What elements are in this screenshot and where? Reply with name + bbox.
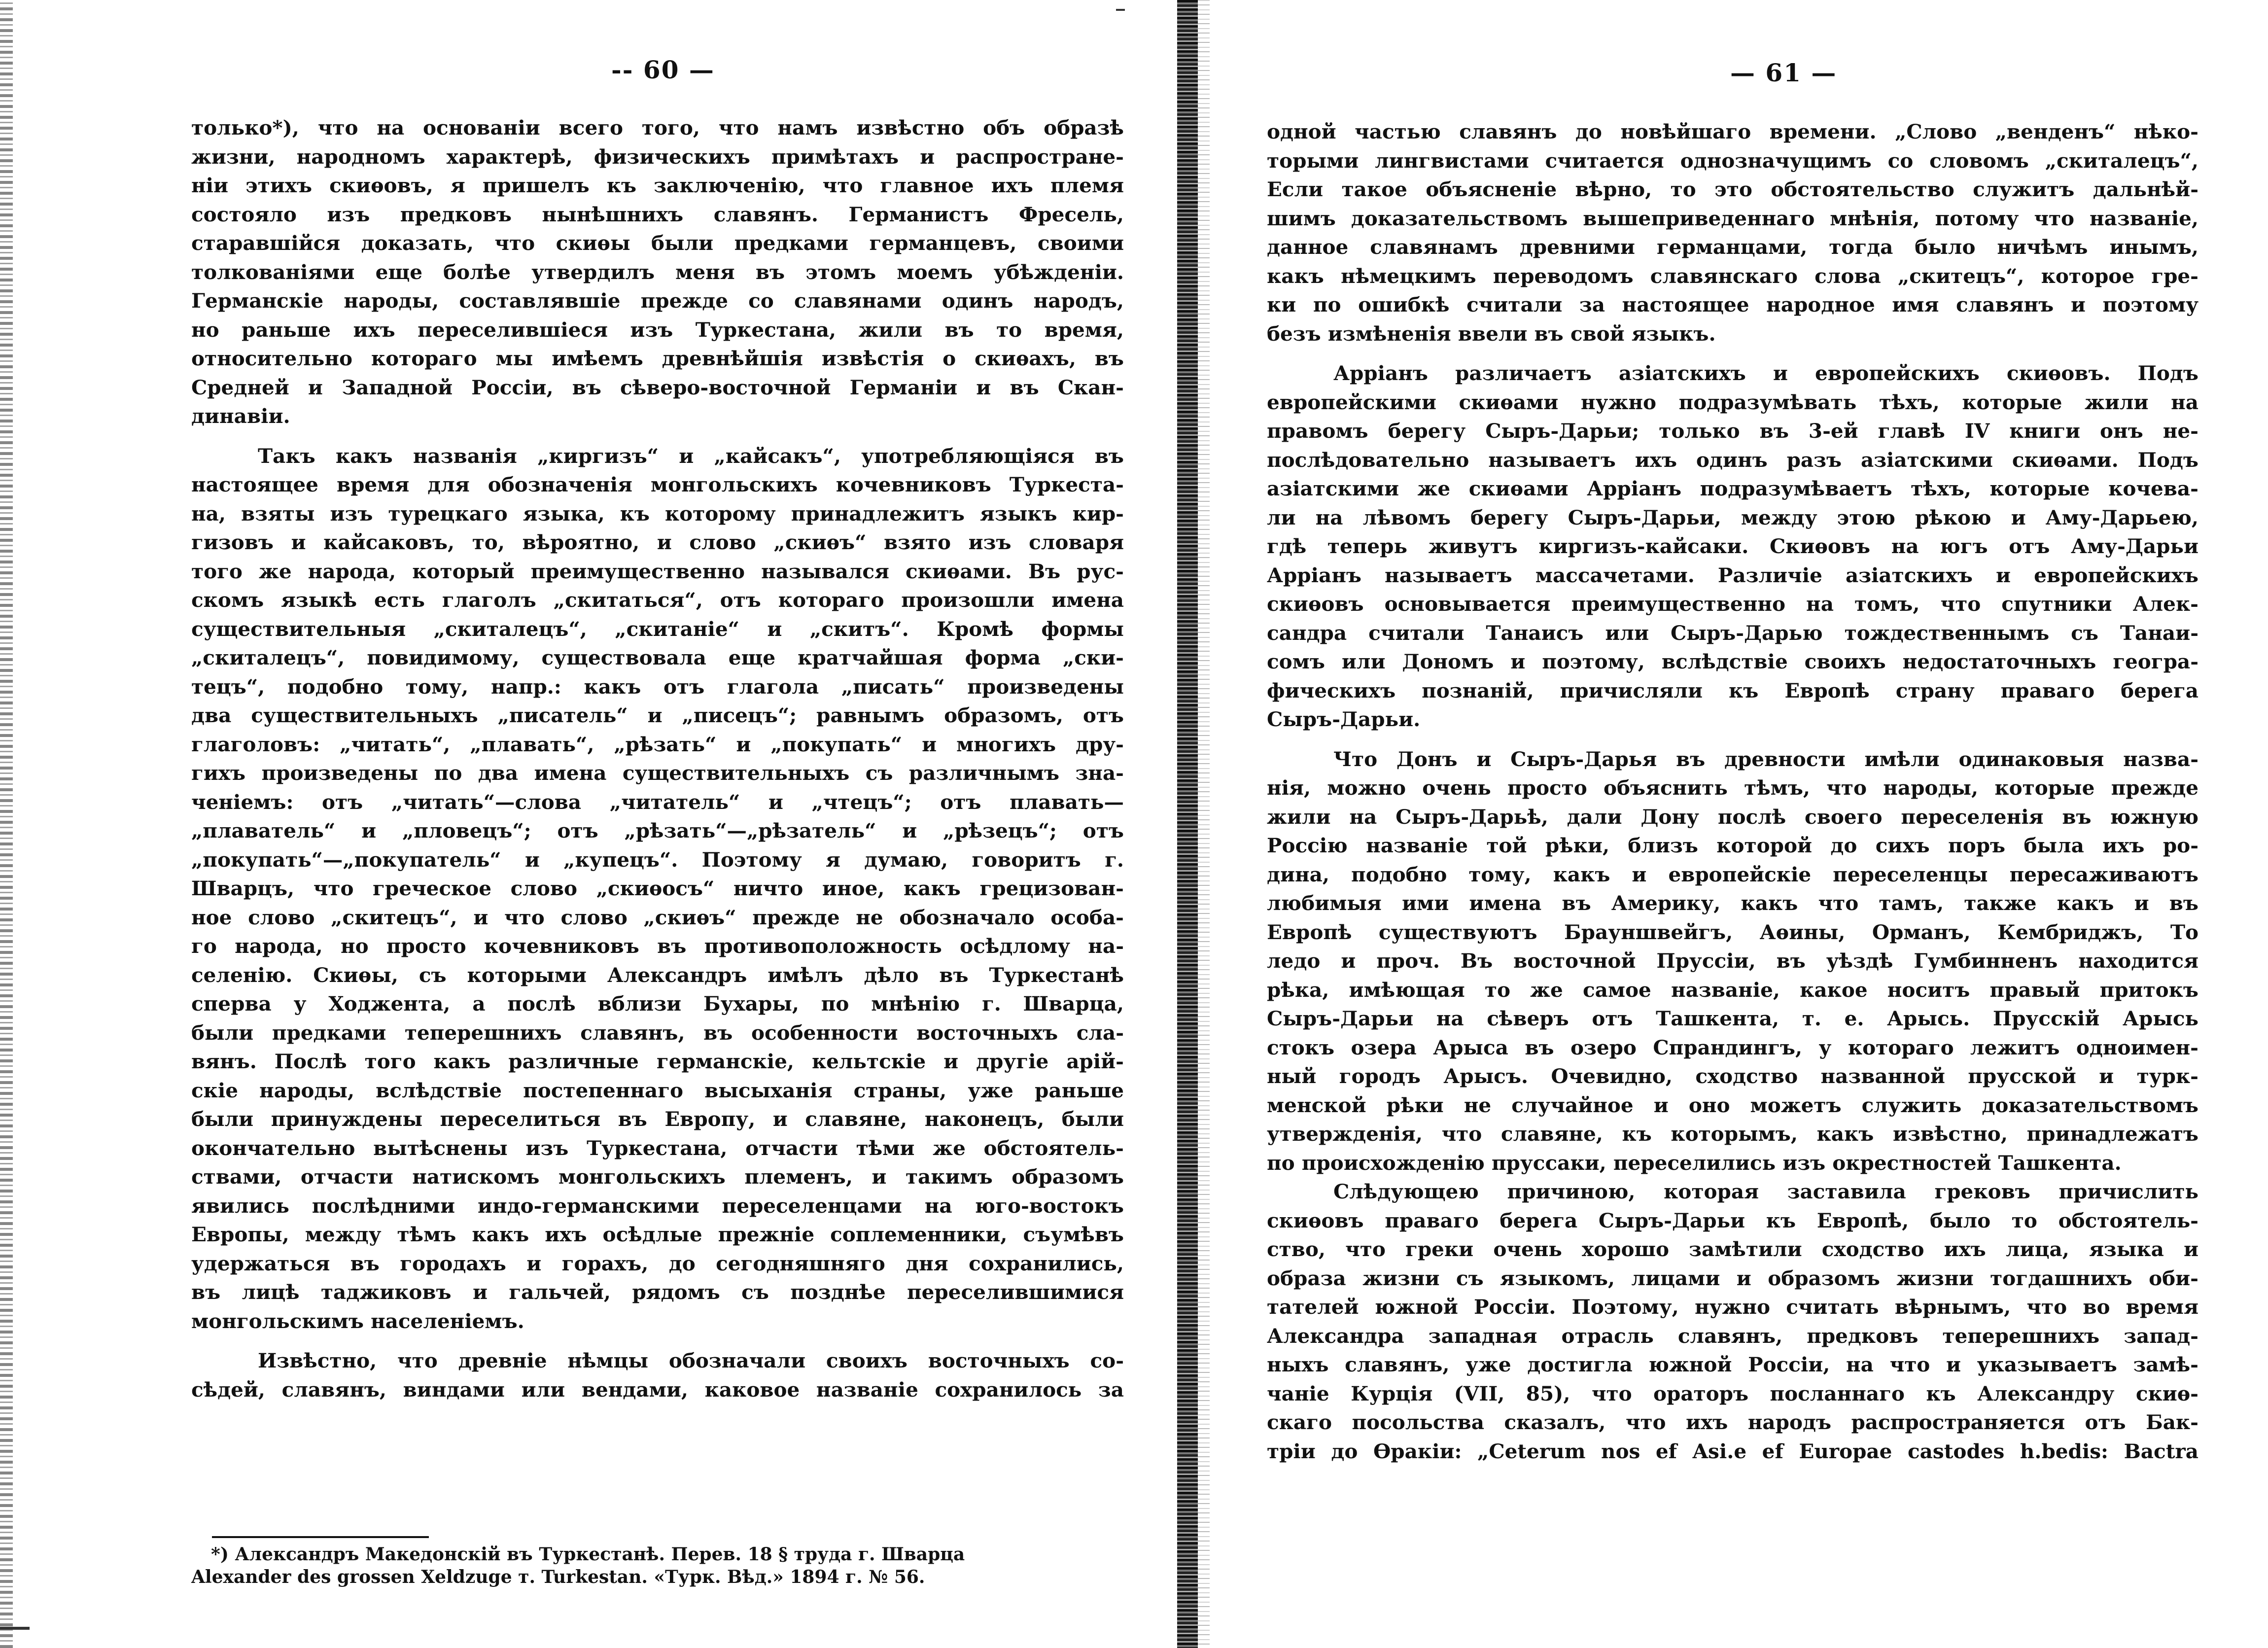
- text-line: относительно котораго мы имѣемъ древнѣйшія извѣстія о скиѳахъ, въ: [191, 347, 1124, 370]
- text-line: ство, что греки очень хорошо замѣтили сходство ихъ лица, языка и: [1267, 1237, 2198, 1261]
- text-line: два существительныхъ „писатель“ и „писецъ“; равнымъ образомъ, отъ: [191, 703, 1124, 727]
- text-line: образа жизни съ языкомъ, лицами и образомъ жизни тогдашнихъ оби-: [1267, 1266, 2198, 1290]
- text-line: любимыя ими имена въ Америку, какъ что тамъ, также какъ и въ: [1267, 891, 2198, 915]
- text-line: Европы, между тѣмъ какъ ихъ осѣдлые прежніе соплеменники, съумѣвъ: [191, 1223, 1124, 1246]
- text-line: только*), что на основаніи всего того, что намъ извѣстно объ образѣ: [191, 116, 1124, 140]
- text-line: стокъ озера Арыса въ озеро Спрандингъ, у котораго лежитъ одноимен-: [1267, 1035, 2198, 1059]
- book-gutter: [1177, 0, 1198, 1648]
- text-line: того же народа, который преимущественно назывался скиѳами. Въ рус-: [191, 559, 1124, 583]
- text-line: Германскіе народы, составлявшіе прежде со славянами одинъ народъ,: [191, 289, 1124, 313]
- text-line: сомъ или Дономъ и поэтому, вслѣдствіе своихъ недостаточныхъ геогра-: [1267, 650, 2198, 673]
- text-line: Сыръ-Дарьи.: [1267, 707, 1421, 731]
- text-line: Что Донъ и Сыръ-Дарья въ древности имѣли одинаковыя назва-: [1333, 747, 2198, 771]
- text-line: явились послѣдними индо-германскими переселенцами на юго-востокъ: [191, 1193, 1124, 1218]
- text-line: „скиталецъ“, повидимому, существовала еще кратчайшая форма „ски-: [191, 646, 1124, 669]
- text-line: скіе народы, вслѣдствіе постепеннаго высыханія страны, уже раньше: [191, 1078, 1124, 1102]
- text-line: дина, подобно тому, какъ и европейскіе переселенцы пересаживаютъ: [1267, 862, 2198, 886]
- text-line: правомъ берегу Сыръ-Дарьи; только въ 3-ей главѣ IV книги онъ не-: [1267, 419, 2198, 443]
- text-line: скиѳовъ праваго берега Сыръ-Дарьи къ Европѣ, было то обстоятель-: [1267, 1208, 2198, 1232]
- text-line: жизни, народномъ характерѣ, физическихъ примѣтахъ и распростране-: [191, 144, 1124, 169]
- text-line: скомъ языкѣ есть глаголъ „скитаться“, отъ котораго произошли имена: [191, 588, 1124, 612]
- text-line: Александра западная отрасль славянъ, предковъ теперешнихъ запад-: [1267, 1324, 2198, 1348]
- text-line: ствами, отчасти натискомъ монгольскихъ племенъ, и такимъ образомъ: [191, 1165, 1124, 1189]
- text-line: утвержденія, что славяне, къ которымъ, какъ извѣстно, принадлежатъ: [1267, 1122, 2198, 1146]
- text-line: нія, можно очень просто объяснить тѣмъ, что народы, которые прежде: [1267, 776, 2198, 800]
- text-line: сперва у Ходжента, а послѣ вблизи Бухары, по мнѣнію г. Шварца,: [191, 992, 1124, 1016]
- footnote-rule: [212, 1536, 429, 1538]
- text-line: монгольскимъ населеніемъ.: [191, 1309, 524, 1333]
- text-line: Такъ какъ названія „киргизъ“ и „кайсакъ“, употребляющіяся въ: [258, 444, 1124, 468]
- text-line: Если такое объясненіе вѣрно, то это обстоятельство служитъ дальнѣй-: [1267, 177, 2198, 201]
- text-line: окончательно вытѣснены изъ Туркестана, отчасти тѣми же обстоятель-: [191, 1136, 1124, 1160]
- text-line: безъ измѣненія ввели въ свой языкъ.: [1267, 321, 1716, 346]
- text-line: состояло изъ предковъ нынѣшнихъ славянъ. Германистъ Фресель,: [191, 202, 1124, 226]
- text-line: ледо и проч. Въ восточной Пруссіи, въ уѣздѣ Гумбинненъ находится: [1267, 949, 2198, 973]
- text-line: Европѣ существуютъ Брауншвейгъ, Аѳины, Орманъ, Кембриджъ, То: [1267, 920, 2198, 944]
- text-line: послѣдовательно называетъ ихъ одинъ разъ азіатскими скиѳами. Подъ: [1267, 448, 2198, 472]
- text-line: тріи до Ѳракіи: „Ceterum nos ef Asi.e ef Europae castodes h.bedis: Bactra: [1267, 1439, 2198, 1463]
- text-line: Арріанъ называетъ массачетами. Различіе азіатскихъ и европейскихъ: [1267, 563, 2198, 587]
- text-line: толкованіями еще болѣе утвердилъ меня въ этомъ моемъ убѣжденіи.: [191, 260, 1124, 284]
- text-line: динавіи.: [191, 404, 290, 428]
- text-line: Извѣстно, что древніе нѣмцы обозначали своихъ восточныхъ со-: [258, 1349, 1124, 1372]
- text-line: данное славянамъ древними германцами, тогда было ничѣмъ инымъ,: [1267, 235, 2198, 259]
- page-number-left: -- 60 —: [611, 55, 715, 84]
- text-line: жили на Сыръ-Дарьѣ, дали Дону послѣ своего переселенія въ южную: [1267, 805, 2198, 829]
- text-line: скаго посольства сказалъ, что ихъ народъ распространяется отъ Бак-: [1267, 1410, 2198, 1434]
- text-line: старавшійся доказать, что скиѳы были предками германцевъ, своими: [191, 231, 1124, 255]
- text-line: тецъ“, подобно тому, напр.: какъ отъ глагола „писать“ произведены: [191, 674, 1124, 699]
- text-line: менской рѣки не случайное и оно можетъ служить доказательствомъ: [1267, 1093, 2198, 1117]
- right-page: [1198, 0, 2268, 1648]
- text-line: Слѣдующею причиною, которая заставила грековъ причислить: [1333, 1180, 2198, 1203]
- text-line: вянъ. Послѣ того какъ различные германскіе, кельтскіе и другіе арій-: [191, 1050, 1124, 1073]
- text-line: на, взяты изъ турецкаго языка, къ которому принадлежитъ языкъ кир-: [191, 501, 1124, 526]
- text-line: ки по ошибкѣ считали за настоящее народное имя славянъ и поэтому: [1267, 293, 2198, 316]
- text-line: по происхожденію пруссаки, переселились изъ окрестностей Ташкента.: [1267, 1151, 2122, 1175]
- text-line: глаголовъ: „читать“, „плавать“, „рѣзать“ и „покупать“ и многихъ дру-: [191, 732, 1124, 756]
- text-line: ный городъ Арысъ. Очевидно, сходство названной прусской и турк-: [1267, 1064, 2198, 1088]
- text-line: были предками теперешнихъ славянъ, въ особенности восточныхъ сла-: [191, 1020, 1124, 1045]
- text-line: „плаватель“ и „пловецъ“; отъ „рѣзать“—„рѣзатель“ и „рѣзецъ“; отъ: [191, 819, 1124, 842]
- text-line: но раньше ихъ переселившіеся изъ Туркестана, жили въ то время,: [191, 317, 1124, 342]
- text-line: тателей южной Россіи. Поэтому, нужно считать вѣрнымъ, что во время: [1267, 1295, 2198, 1319]
- text-line: гизовъ и кайсаковъ, то, вѣроятно, и слово „скиѳъ“ взято изъ словаря: [191, 530, 1124, 554]
- text-line: шимъ доказательствомъ вышеприведеннаго мнѣнія, потому что названіе,: [1267, 206, 2198, 230]
- text-line: Средней и Западной Россіи, въ сѣверо-восточной Германіи и въ Скан-: [191, 375, 1124, 399]
- text-line: ченіемъ: отъ „читать“—слова „читатель“ и „чтецъ“; отъ плавать—: [191, 790, 1124, 814]
- text-line: ли на лѣвомъ берегу Сыръ-Дарьи, между этою рѣкою и Аму-Дарьею,: [1267, 505, 2198, 529]
- footnotes: [191, 1543, 1128, 1588]
- text-line: азіатскими же скиѳами Арріанъ подразумѣваетъ тѣхъ, которые кочева-: [1267, 477, 2198, 500]
- right-page-body: [1267, 117, 2198, 1466]
- text-line: Россію названіе той рѣки, близъ которой до сихъ поръ была ихъ ро-: [1267, 834, 2198, 857]
- text-line: въ лицѣ таджиковъ и гальчей, рядомъ съ позднѣе переселившимися: [191, 1280, 1124, 1304]
- text-line: ніи этихъ скиѳовъ, я пришелъ къ заключенію, что главное ихъ племя: [191, 174, 1124, 197]
- text-line: скиѳовъ основывается преимущественно на томъ, что спутники Алек-: [1267, 592, 2198, 616]
- text-line: были принуждены переселиться въ Европу, и славяне, наконецъ, были: [191, 1107, 1124, 1131]
- text-line: существительныя „скиталецъ“, „скитаніе“ и „скитъ“. Кромѣ формы: [191, 617, 1124, 641]
- text-line: торыми лингвистами считается однозначущимъ со словомъ „скиталецъ“,: [1267, 148, 2198, 173]
- text-line: селенію. Скиѳы, съ которыми Александръ имѣлъ дѣло въ Туркестанѣ: [191, 963, 1124, 987]
- footnote-line: Alexander des grossen Xeldzuge т. Turkestan. «Турк. Вѣд.» 1894 г. № 56.: [191, 1567, 925, 1587]
- text-line: Арріанъ различаетъ азіатскихъ и европейскихъ скиѳовъ. Подъ: [1333, 361, 2198, 385]
- text-line: удержаться въ городахъ и горахъ, до сегодняшняго дня сохранились,: [191, 1251, 1124, 1275]
- text-line: „покупать“—„покупатель“ и „купецъ“. Поэтому я думаю, говоритъ г.: [191, 847, 1124, 872]
- text-line: чаніе Курція (VII, 85), что ораторъ посланнаго къ Александру скиѳ-: [1267, 1381, 2198, 1405]
- text-line: рѣка, имѣющая то же самое названіе, какое носитъ правый притокъ: [1267, 978, 2198, 1002]
- text-line: гихъ произведены по два имена существительныхъ съ различнымъ зна-: [191, 761, 1124, 785]
- text-line: Сыръ-Дарьи на сѣверъ отъ Ташкента, т. е. Арысь. Прусскій Арысь: [1267, 1007, 2198, 1030]
- text-line: настоящее время для обозначенія монгольскихъ кочевниковъ Туркеста-: [191, 473, 1124, 496]
- text-line: гдѣ теперь живутъ киргизъ-кайсаки. Скиѳовъ на югъ отъ Аму-Дарьи: [1267, 534, 2198, 558]
- text-line: сѣдей, славянъ, виндами или вендами, каковое названіе сохранилось за: [191, 1377, 1124, 1402]
- text-line: Шварцъ, что греческое слово „скиѳосъ“ ничто иное, какъ грецизован-: [191, 877, 1124, 900]
- page-number-right: — 61 —: [1730, 58, 1837, 87]
- text-line: европейскими скиѳами нужно подразумѣвать тѣхъ, которые жили на: [1267, 390, 2198, 414]
- text-line: одной частью славянъ до новѣйшаго времени. „Слово „венденъ“ нѣко-: [1267, 120, 2198, 143]
- text-line: фическихъ познаній, причисляли къ Европѣ страну праваго берега: [1267, 678, 2198, 702]
- text-line: ное слово „скитецъ“, и что слово „скиѳъ“ прежде не обозначало особа-: [191, 905, 1124, 929]
- left-page-body: [191, 113, 1124, 1404]
- text-line: какъ нѣмецкимъ переводомъ славянскаго слова „скитецъ“, которое гре-: [1267, 264, 2198, 288]
- text-line: ныхъ славянъ, уже достигла южной Россіи, на что и указываетъ замѣ-: [1267, 1353, 2198, 1376]
- text-line: сандра считали Танаисъ или Сыръ-Дарью тождественнымъ съ Танаи-: [1267, 621, 2198, 645]
- footnote-line: *) Александръ Македонскій въ Туркестанѣ. Перев. 18 § труда г. Шварца: [211, 1544, 965, 1565]
- text-line: го народа, но просто кочевниковъ въ противоположность осѣдлому на-: [191, 934, 1124, 958]
